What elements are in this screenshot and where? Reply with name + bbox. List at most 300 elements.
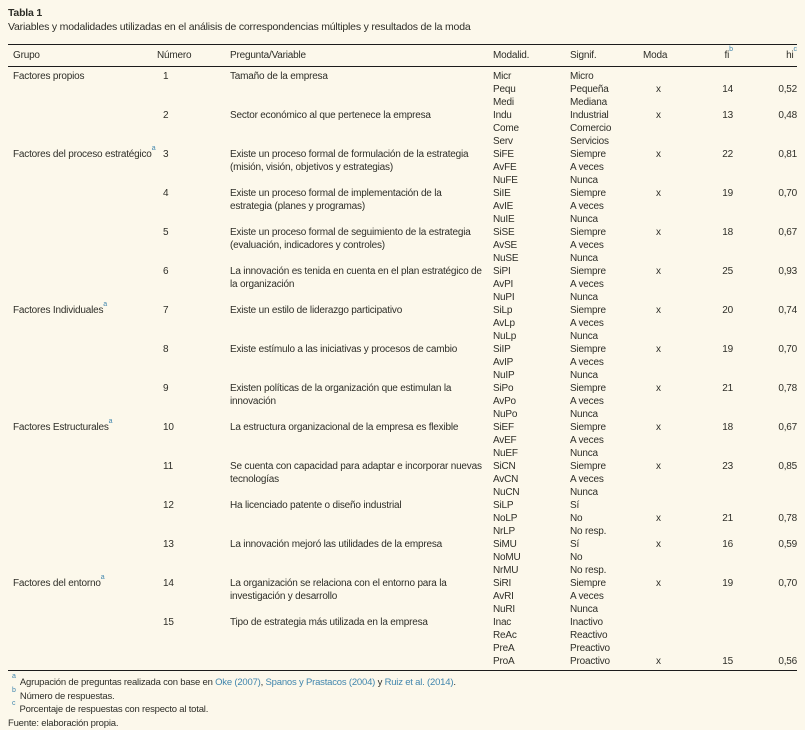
hi-value <box>733 499 797 512</box>
moda-mark: x <box>643 577 690 590</box>
question-cell: Tamaño de la empresa <box>230 70 493 83</box>
question-cell: La estructura organizacional de la empresa es flexible <box>230 421 493 434</box>
modality-code: SiLp <box>493 304 570 317</box>
question-cell: Existen políticas de la organización que estimulan la innovación <box>230 382 493 408</box>
modality-meaning: Pequeña <box>570 83 643 96</box>
hi-value: 0,78 <box>733 512 797 525</box>
hi-value: 0,85 <box>733 460 797 473</box>
moda-mark <box>643 499 690 512</box>
number-cell: 2 <box>157 109 230 122</box>
modality-line <box>493 655 797 668</box>
number-cell: 1 <box>157 70 230 83</box>
group-cell <box>13 304 157 317</box>
modality-meaning: Sí <box>570 538 643 551</box>
modality-meaning: Siempre <box>570 460 643 473</box>
modality-code: AvSE <box>493 239 570 252</box>
modality-line <box>493 577 797 590</box>
modality-line <box>493 473 797 486</box>
modality-meaning: A veces <box>570 395 643 408</box>
fi-value <box>690 122 733 135</box>
modality-lines <box>493 187 797 226</box>
hi-value <box>733 239 797 252</box>
moda-mark <box>643 603 690 616</box>
modality-code: NrLP <box>493 525 570 538</box>
fi-value <box>690 642 733 655</box>
group-cell <box>13 577 157 590</box>
fi-value <box>690 278 733 291</box>
modality-line <box>493 382 797 395</box>
modality-meaning: Siempre <box>570 187 643 200</box>
hi-value: 0,70 <box>733 577 797 590</box>
modality-meaning: A veces <box>570 434 643 447</box>
hi-value <box>733 135 797 148</box>
number-cell: 13 <box>157 538 230 551</box>
fi-value: 21 <box>690 512 733 525</box>
modality-line <box>493 226 797 239</box>
table-header <box>8 45 797 67</box>
modality-code: Indu <box>493 109 570 122</box>
citation-link-spanos[interactable]: Spanos y Prastacos (2004) <box>266 677 376 688</box>
fi-value <box>690 174 733 187</box>
header-numero: Número <box>157 50 230 61</box>
table-row <box>13 187 797 226</box>
question-cell: Existe estímulo a las iniciativas y procesos de cambio <box>230 343 493 356</box>
hi-value <box>733 96 797 109</box>
modality-lines <box>493 538 797 577</box>
modality-lines <box>493 226 797 265</box>
modality-line <box>493 122 797 135</box>
modality-meaning: Nunca <box>570 486 643 499</box>
modality-code: SiIE <box>493 187 570 200</box>
moda-mark <box>643 551 690 564</box>
group-label: Factores del proceso estratégico <box>13 149 152 160</box>
modality-lines <box>493 616 797 668</box>
modality-line <box>493 161 797 174</box>
hi-value <box>733 408 797 421</box>
footnote-a <box>8 676 797 690</box>
group-label: Factores Estructurales <box>13 422 109 433</box>
modality-line <box>493 616 797 629</box>
modality-meaning: Nunca <box>570 174 643 187</box>
number-cell: 7 <box>157 304 230 317</box>
hi-value <box>733 330 797 343</box>
modality-code: Medi <box>493 96 570 109</box>
modality-line <box>493 252 797 265</box>
modality-code: AvIE <box>493 200 570 213</box>
hi-value <box>733 252 797 265</box>
footnote-marker-c: c <box>794 46 798 53</box>
modality-code: SiRI <box>493 577 570 590</box>
moda-mark: x <box>643 265 690 278</box>
modality-line <box>493 447 797 460</box>
table-subtitle: Variables y modalidades utilizadas en el análisis de correspondencias múltiples y resultados de la moda <box>8 20 797 34</box>
moda-mark: x <box>643 538 690 551</box>
modality-meaning: No resp. <box>570 564 643 577</box>
footnote-c-marker: c <box>12 700 16 707</box>
modality-lines <box>493 109 797 148</box>
number-cell: 10 <box>157 421 230 434</box>
modality-code: NoMU <box>493 551 570 564</box>
fi-value <box>690 434 733 447</box>
number-cell: 9 <box>157 382 230 395</box>
modality-code: AvIP <box>493 356 570 369</box>
question-cell: Existe un estilo de liderazgo participativo <box>230 304 493 317</box>
moda-mark <box>643 616 690 629</box>
modality-line <box>493 96 797 109</box>
hi-value: 0,78 <box>733 382 797 395</box>
hi-value <box>733 616 797 629</box>
moda-mark <box>643 642 690 655</box>
moda-mark: x <box>643 83 690 96</box>
modality-code: PreA <box>493 642 570 655</box>
fi-value: 15 <box>690 655 733 668</box>
modality-line <box>493 408 797 421</box>
modality-code: AvRI <box>493 590 570 603</box>
modality-line <box>493 603 797 616</box>
modality-lines <box>493 460 797 499</box>
fi-value <box>690 395 733 408</box>
hi-value <box>733 317 797 330</box>
moda-mark: x <box>643 343 690 356</box>
modality-line <box>493 239 797 252</box>
fi-value <box>690 317 733 330</box>
group-footnote-marker: a <box>152 145 156 152</box>
modality-lines <box>493 343 797 382</box>
question-cell: Existe un proceso formal de formulación de la estrategia (misión, visión, objetivos y estrategias) <box>230 148 493 174</box>
fi-value: 25 <box>690 265 733 278</box>
hi-value <box>733 590 797 603</box>
modality-line <box>493 174 797 187</box>
question-cell: Sector económico al que pertenece la empresa <box>230 109 493 122</box>
hi-value: 0,93 <box>733 265 797 278</box>
moda-mark: x <box>643 226 690 239</box>
modality-code: ProA <box>493 655 570 668</box>
fi-value <box>690 330 733 343</box>
modality-line <box>493 70 797 83</box>
number-cell: 14 <box>157 577 230 590</box>
moda-mark <box>643 70 690 83</box>
fi-value: 18 <box>690 226 733 239</box>
moda-mark <box>643 395 690 408</box>
footnote-b-text: Número de respuestas. <box>20 691 115 702</box>
modality-meaning: A veces <box>570 200 643 213</box>
modality-line <box>493 590 797 603</box>
modality-meaning: Nunca <box>570 213 643 226</box>
moda-mark <box>643 135 690 148</box>
group-footnote-marker: a <box>109 418 113 425</box>
modality-line <box>493 421 797 434</box>
modality-code: NuLp <box>493 330 570 343</box>
modality-line <box>493 343 797 356</box>
hi-value: 0,48 <box>733 109 797 122</box>
fi-value: 19 <box>690 577 733 590</box>
modality-code: SiMU <box>493 538 570 551</box>
modality-lines <box>493 577 797 616</box>
moda-mark: x <box>643 655 690 668</box>
footnote-b <box>8 690 797 704</box>
hi-value <box>733 551 797 564</box>
header-signif: Signif. <box>570 50 643 61</box>
moda-mark: x <box>643 460 690 473</box>
moda-mark <box>643 629 690 642</box>
modality-code: SiSE <box>493 226 570 239</box>
modality-lines <box>493 148 797 187</box>
modality-code: SiPI <box>493 265 570 278</box>
modality-meaning: Siempre <box>570 226 643 239</box>
modality-line <box>493 109 797 122</box>
modality-meaning: Reactivo <box>570 629 643 642</box>
modality-code: NuPI <box>493 291 570 304</box>
modality-line <box>493 629 797 642</box>
table-row <box>13 148 797 187</box>
moda-mark <box>643 356 690 369</box>
header-fi <box>690 50 733 61</box>
fi-value: 19 <box>690 187 733 200</box>
hi-value <box>733 629 797 642</box>
modality-code: SiFE <box>493 148 570 161</box>
fi-value <box>690 70 733 83</box>
moda-mark: x <box>643 187 690 200</box>
moda-mark <box>643 473 690 486</box>
header-moda: Moda <box>643 50 690 61</box>
table-row <box>13 616 797 668</box>
footnote-a-sep1: , <box>261 677 266 688</box>
moda-mark <box>643 213 690 226</box>
modality-meaning: Proactivo <box>570 655 643 668</box>
modality-code: SiCN <box>493 460 570 473</box>
table-body <box>8 67 797 671</box>
fi-value <box>690 590 733 603</box>
modality-line <box>493 304 797 317</box>
footnote-b-marker: b <box>12 687 16 694</box>
header-modalid: Modalid. <box>493 50 570 61</box>
group-cell <box>13 148 157 161</box>
fi-value <box>690 239 733 252</box>
moda-mark <box>643 161 690 174</box>
hi-value <box>733 200 797 213</box>
modality-meaning: No <box>570 551 643 564</box>
number-cell: 5 <box>157 226 230 239</box>
footnote-c <box>8 703 797 717</box>
question-cell: Tipo de estrategia más utilizada en la empresa <box>230 616 493 629</box>
modality-meaning: A veces <box>570 317 643 330</box>
modality-meaning: A veces <box>570 590 643 603</box>
modality-meaning: Nunca <box>570 447 643 460</box>
table-title: Tabla 1 <box>8 6 797 20</box>
moda-mark <box>643 291 690 304</box>
hi-value: 0,59 <box>733 538 797 551</box>
modality-line <box>493 369 797 382</box>
fi-value <box>690 447 733 460</box>
modality-line <box>493 148 797 161</box>
modality-meaning: A veces <box>570 356 643 369</box>
hi-value <box>733 564 797 577</box>
table-row <box>13 343 797 382</box>
modality-code: NuIE <box>493 213 570 226</box>
fi-value: 21 <box>690 382 733 395</box>
moda-mark: x <box>643 421 690 434</box>
modality-code: AvPI <box>493 278 570 291</box>
group-label: Factores propios <box>13 71 84 82</box>
header-fi-label: fi <box>724 50 729 61</box>
footnote-marker-b: b <box>729 46 733 53</box>
fi-value <box>690 252 733 265</box>
moda-mark <box>643 330 690 343</box>
number-cell: 8 <box>157 343 230 356</box>
modality-meaning: Siempre <box>570 265 643 278</box>
modality-meaning: Comercio <box>570 122 643 135</box>
number-cell: 12 <box>157 499 230 512</box>
modality-code: AvLp <box>493 317 570 330</box>
moda-mark <box>643 447 690 460</box>
modality-meaning: Siempre <box>570 304 643 317</box>
modality-lines <box>493 382 797 421</box>
modality-meaning: Nunca <box>570 369 643 382</box>
modality-line <box>493 278 797 291</box>
modality-line <box>493 265 797 278</box>
fi-value <box>690 629 733 642</box>
modality-code: NoLP <box>493 512 570 525</box>
hi-value <box>733 525 797 538</box>
hi-value <box>733 174 797 187</box>
modality-code: NuCN <box>493 486 570 499</box>
modality-meaning: Inactivo <box>570 616 643 629</box>
fi-value: 19 <box>690 343 733 356</box>
hi-value <box>733 486 797 499</box>
modality-meaning: No resp. <box>570 525 643 538</box>
hi-value <box>733 122 797 135</box>
modality-line <box>493 200 797 213</box>
modality-code: SiPo <box>493 382 570 395</box>
group-cell <box>13 421 157 434</box>
citation-link-ruiz[interactable]: Ruiz et al. (2014) <box>385 677 454 688</box>
modality-meaning: A veces <box>570 473 643 486</box>
modality-code: AvCN <box>493 473 570 486</box>
hi-value: 0,67 <box>733 226 797 239</box>
moda-mark <box>643 369 690 382</box>
fi-value: 23 <box>690 460 733 473</box>
group-footnote-marker: a <box>103 301 107 308</box>
fi-value <box>690 499 733 512</box>
citation-link-oke[interactable]: Oke (2007) <box>215 677 261 688</box>
footnotes <box>8 676 797 730</box>
moda-mark <box>643 252 690 265</box>
modality-meaning: A veces <box>570 239 643 252</box>
modality-code: NrMU <box>493 564 570 577</box>
moda-mark: x <box>643 148 690 161</box>
hi-value: 0,70 <box>733 187 797 200</box>
hi-value: 0,74 <box>733 304 797 317</box>
modality-meaning: Siempre <box>570 382 643 395</box>
table-row <box>13 382 797 421</box>
moda-mark <box>643 278 690 291</box>
modality-code: NuRI <box>493 603 570 616</box>
header-grupo: Grupo <box>13 50 157 61</box>
hi-value <box>733 603 797 616</box>
modality-code: AvFE <box>493 161 570 174</box>
hi-value <box>733 213 797 226</box>
modality-meaning: Siempre <box>570 148 643 161</box>
question-cell: La innovación mejoró las utilidades de la empresa <box>230 538 493 551</box>
footnote-a-marker: a <box>12 673 16 680</box>
modality-line <box>493 564 797 577</box>
fi-value <box>690 564 733 577</box>
modality-meaning: Nunca <box>570 252 643 265</box>
number-cell: 3 <box>157 148 230 161</box>
fi-value <box>690 603 733 616</box>
modality-lines <box>493 421 797 460</box>
footnote-a-period: . <box>453 677 455 688</box>
modality-line <box>493 486 797 499</box>
moda-mark <box>643 564 690 577</box>
fi-value: 16 <box>690 538 733 551</box>
modality-line <box>493 135 797 148</box>
hi-value: 0,56 <box>733 655 797 668</box>
table-row <box>13 109 797 148</box>
question-cell: Existe un proceso formal de seguimiento de la estrategia (evaluación, indicadores y controles) <box>230 226 493 252</box>
modality-line <box>493 642 797 655</box>
moda-mark <box>643 408 690 421</box>
table-row <box>13 421 797 460</box>
modality-meaning: Servicios <box>570 135 643 148</box>
moda-mark <box>643 486 690 499</box>
modality-meaning: Sí <box>570 499 643 512</box>
hi-value <box>733 369 797 382</box>
footnote-a-sep2: y <box>375 677 384 688</box>
modality-code: AvEF <box>493 434 570 447</box>
footnote-a-text: Agrupación de preguntas realizada con base en <box>20 677 215 688</box>
group-label: Factores del entorno <box>13 578 101 589</box>
modality-code: SiEF <box>493 421 570 434</box>
modality-line <box>493 551 797 564</box>
modality-meaning: Nunca <box>570 408 643 421</box>
modality-code: Serv <box>493 135 570 148</box>
hi-value <box>733 447 797 460</box>
hi-value: 0,67 <box>733 421 797 434</box>
fi-value <box>690 200 733 213</box>
modality-meaning: A veces <box>570 161 643 174</box>
modality-code: NuPo <box>493 408 570 421</box>
modality-code: ReAc <box>493 629 570 642</box>
moda-mark <box>643 590 690 603</box>
fi-value: 20 <box>690 304 733 317</box>
data-table <box>8 44 797 671</box>
header-pregunta: Pregunta/Variable <box>230 50 493 61</box>
fi-value <box>690 356 733 369</box>
modality-line <box>493 499 797 512</box>
hi-value <box>733 70 797 83</box>
modality-code: NuFE <box>493 174 570 187</box>
fi-value <box>690 486 733 499</box>
hi-value <box>733 434 797 447</box>
fi-value <box>690 96 733 109</box>
number-cell: 4 <box>157 187 230 200</box>
modality-code: Micr <box>493 70 570 83</box>
moda-mark <box>643 200 690 213</box>
modality-code: NuIP <box>493 369 570 382</box>
header-hi <box>733 50 797 61</box>
hi-value <box>733 161 797 174</box>
modality-lines <box>493 265 797 304</box>
fi-value <box>690 291 733 304</box>
modality-meaning: Siempre <box>570 343 643 356</box>
modality-meaning: Industrial <box>570 109 643 122</box>
group-cell <box>13 70 157 83</box>
fi-value: 14 <box>690 83 733 96</box>
hi-value <box>733 642 797 655</box>
moda-mark <box>643 525 690 538</box>
modality-meaning: Nunca <box>570 330 643 343</box>
